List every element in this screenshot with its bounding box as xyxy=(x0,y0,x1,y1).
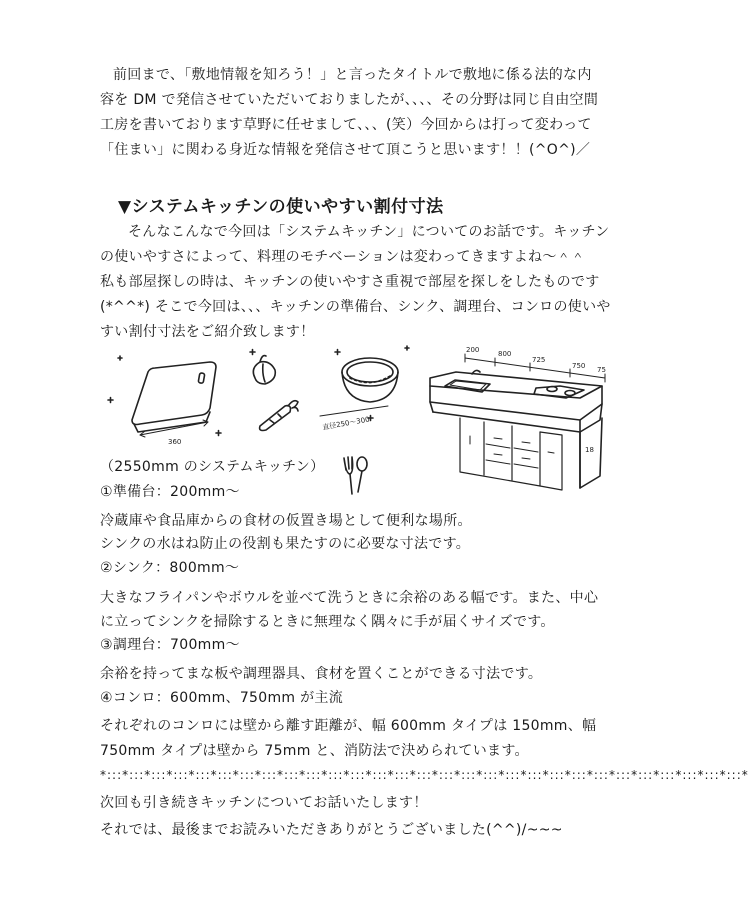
onion-icon xyxy=(253,356,275,384)
section-2-line-1: 大きなフライパンやボウルを並べて洗うときに余裕のある幅です。また、中心 xyxy=(100,590,599,606)
dim-label-2: 800 xyxy=(498,350,512,358)
dim-label-3: 725 xyxy=(532,356,546,364)
dim-label-1: 200 xyxy=(466,346,480,354)
body-line-3: 私も部屋探しの時は、キッチンの使いやすさ重視で部屋を探しをしたものです xyxy=(100,274,600,290)
intro-line-2: 容を DM で発信させていただいておりましたが、、、、その分野は同じ自由空間 xyxy=(100,92,599,108)
board-size-label: 360 xyxy=(168,438,182,446)
section-3-title: ③調理台：700mm～ xyxy=(100,637,240,653)
body-line-5: すい割付寸法をご紹介致します！ xyxy=(100,324,315,340)
section-4-line-2: 750mm タイプは壁から 75mm と、消防法で決められています。 xyxy=(100,743,529,759)
section-2-title: ②シンク：800mm～ xyxy=(100,560,240,576)
intro-line-4: 「住まい」に関わる身近な情報を発信させて頂こうと思います！！(^O^)／ xyxy=(100,142,591,158)
cutting-board-icon xyxy=(132,362,216,437)
section-2-line-2: に立ってシンクを掃除するときに無理なく隅々に手が届くサイズです。 xyxy=(100,614,555,630)
dim-label-4: 750 xyxy=(572,362,586,370)
body-line-4: (*^^*) そこで今回は、、、キッチンの準備台、シンク、調理台、コンロの使いや xyxy=(100,299,611,315)
section-heading: ▼システムキッチンの使いやすい割付寸法 xyxy=(118,197,444,217)
section-1-line-1: 冷蔵庫や食品庫からの食材の仮置き場として便利な場所。 xyxy=(100,513,472,529)
section-4-title: ④コンロ：600mm、750mm が主流 xyxy=(100,690,343,706)
body-line-1: そんなこんなで今回は「システムキッチン」についてのお話です。キッチン xyxy=(128,224,610,240)
section-1-title: ①準備台：200mm～ xyxy=(100,484,240,500)
intro-line-1: 前回まで、「敷地情報を知ろう！」と言ったタイトルで敷地に係る法的な内 xyxy=(113,67,592,83)
body-line-2: の使いやすさによって、料理のモチベーションは変わってきますよね～＾＾ xyxy=(100,249,586,265)
intro-line-3: 工房を書いております草野に任せまして、、、(笑）今回からは打って変わって xyxy=(100,117,592,133)
section-1-line-2: シンクの水はね防止の役割も果たすのに必要な寸法です。 xyxy=(100,536,471,552)
decorative-divider: *:::*:::*:::*:::*:::*:::*:::*:::*:::*:::*:::*:::*:::*:::*:::*:::*:::*:::*:::*:::*:::*:::*:::*:::*:::*:::*:::*:::*:::* xyxy=(100,768,749,782)
cabinet-mark-label: 18 xyxy=(585,446,594,454)
closing-line-2: それでは、最後までお読みいただきありがとうございました(^^)/~~~ xyxy=(100,822,563,838)
bowl-icon xyxy=(342,358,398,402)
dim-label-5: 75 xyxy=(597,366,606,374)
section-3-line-1: 余裕を持ってまな板や調理器具、食材を置くことができる寸法です。 xyxy=(100,666,543,682)
spoon-fork-icon xyxy=(344,457,367,494)
closing-line-1: 次回も引き続きキッチンについてお話いたします！ xyxy=(100,795,428,811)
system-kitchen-icon xyxy=(430,370,602,490)
kitchen-caption: （2550mm のシステムキッチン） xyxy=(100,459,325,475)
section-4-line-1: それぞれのコンロには壁から離す距離が、幅 600mm タイプは 150mm、幅 xyxy=(100,718,597,734)
bowl-size-label: 直径250～300 xyxy=(321,415,371,432)
carrot-icon xyxy=(260,401,298,431)
